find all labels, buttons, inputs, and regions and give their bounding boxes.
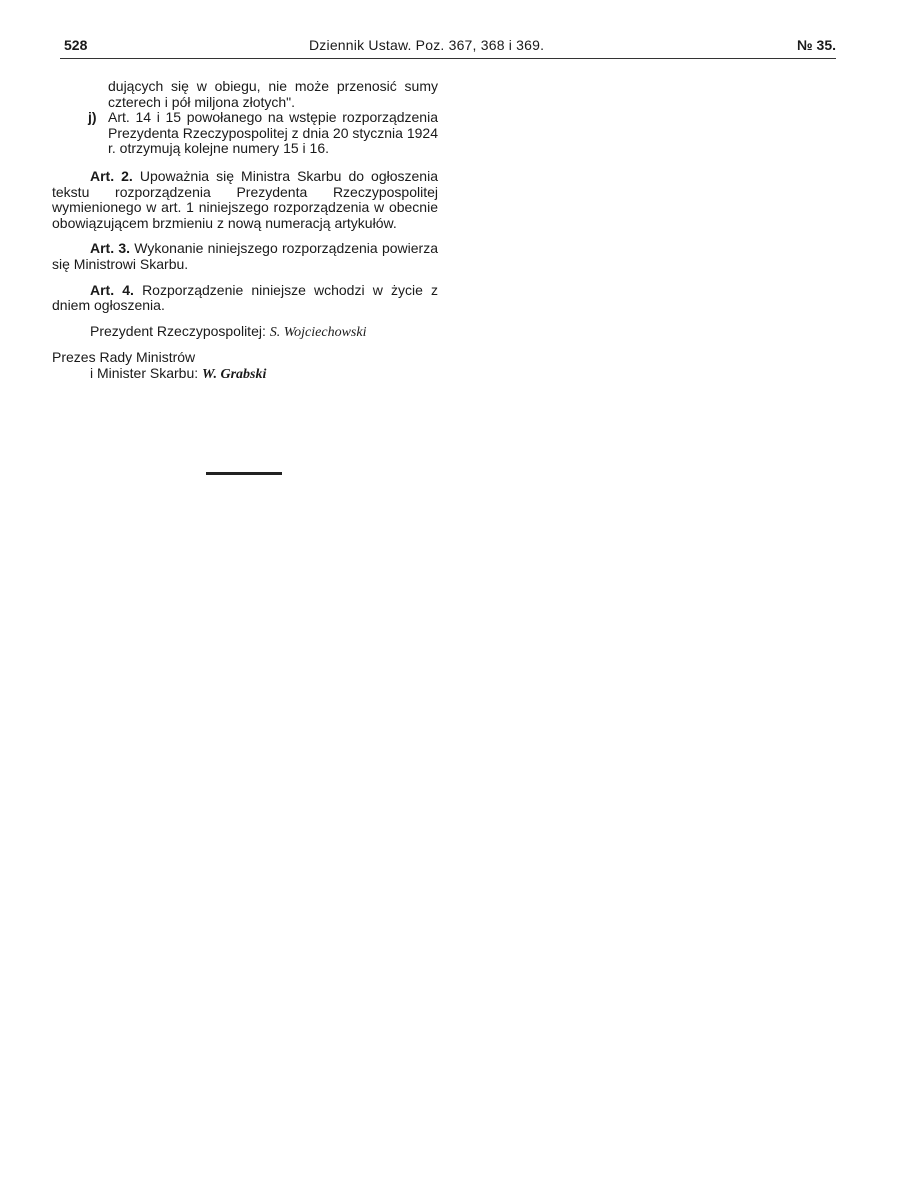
header-rule xyxy=(60,58,836,59)
page-header xyxy=(64,37,836,57)
finance-title: i Minister Skarbu: xyxy=(90,364,199,381)
article-3-label: Art. 3. xyxy=(90,240,131,257)
end-rule xyxy=(206,472,282,475)
president-title: Prezydent Rzeczypospolitej: xyxy=(90,322,266,339)
pm-title: Prezes Rady Ministrów xyxy=(52,349,196,366)
article-4-label: Art. 4. xyxy=(90,281,134,298)
article-2-label: Art. 2. xyxy=(90,167,133,184)
list-item-j xyxy=(52,110,438,157)
president-name: S. Wojciechowski xyxy=(269,324,367,340)
article-3-text: Wykonanie niniejszego rozporządzenia powierza się Ministrowi Skarbu. xyxy=(52,240,438,272)
pm-name: W. Grabski xyxy=(202,366,267,382)
journal-title: Dziennik Ustaw. Poz. 367, 368 i 369. xyxy=(309,37,545,53)
text-column xyxy=(52,79,438,383)
item-text: Art. 14 i 15 powołanego na wstępie rozporządzenia Prezydenta Rzeczypospolitej z dnia 20 stycznia 1924 r. otrzymują kolejne numery 15 i 16. xyxy=(108,109,438,157)
article-3 xyxy=(52,241,438,272)
item-marker: j) xyxy=(88,109,97,126)
article-4 xyxy=(52,283,438,314)
article-4-text: Rozporządzenie niniejsze wchodzi w życie z dniem ogłoszenia. xyxy=(52,281,438,314)
president-signature xyxy=(52,324,438,341)
issue-number: № 35. xyxy=(797,37,836,53)
continuation-text: dujących się w obiegu, nie może przenosić sumy czterech i pół miljona złotych". xyxy=(108,78,438,110)
article-2 xyxy=(52,169,438,231)
pm-signature xyxy=(52,366,438,383)
page-number: 528 xyxy=(64,37,88,53)
article-2-text: Upoważnia się Ministra Skarbu do ogłoszenia tekstu rozporządzenia Prezydenta Rzeczypospolitej wymienionego w art. 1 niniejszego rozporządzenia w obecnie obowiązującem brzmieniu z nową numeracją artykułów. xyxy=(52,167,438,231)
